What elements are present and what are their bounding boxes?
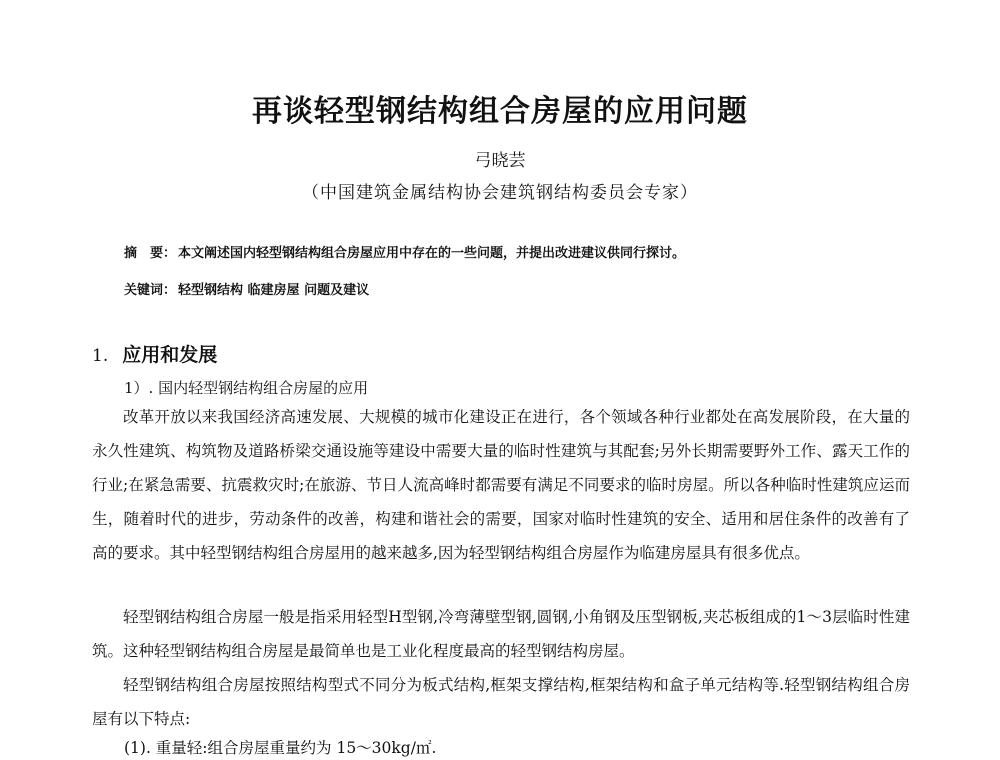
author-name: 弓晓芸 <box>474 151 526 171</box>
keywords <box>124 279 924 298</box>
paragraph-3: 轻型钢结构组合房屋按照结构型式不同分为板式结构,框架支撑结构,框架结构和盒子单元结构等.轻型钢结构组合房屋有以下特点: <box>92 676 910 728</box>
abstract-text: 本文阐述国内轻型钢结构组合房屋应用中存在的一些问题，并提出改进建议供同行探讨。 <box>178 246 686 261</box>
section-number: 1. <box>92 346 109 366</box>
paragraph-2: 轻型钢结构组合房屋一般是指采用轻型H型钢,冷弯薄壁型钢,圆钢,小角钢及压型钢板,夹芯板组成的1～3层临时性建筑。这种轻型钢结构组合房屋是最简单也是工业化程度最高的轻型钢结构房屋。 <box>92 608 910 660</box>
document-title: 再谈轻型钢结构组合房屋的应用问题 <box>252 94 748 129</box>
keywords-label: 关键词： <box>124 283 177 298</box>
section-heading <box>92 340 217 367</box>
section-title: 应用和发展 <box>122 344 218 366</box>
keywords-text: 轻型钢结构 临建房屋 问题及建议 <box>178 283 370 298</box>
abstract <box>124 242 924 261</box>
abstract-label: 摘 要： <box>124 246 177 261</box>
list-item: (1). 重量轻:组合房屋重量约为 15～30kg/㎡. <box>124 739 437 757</box>
paragraph-1: 改革开放以来我国经济高速发展、大规模的城市化建设正在进行，各个领域各种行业都处在高发展阶段，在大量的永久性建筑、构筑物及道路桥梁交通设施等建设中需要大量的临时性建筑与其配套;另外长期需要野外工作、露天工作的行业;在紧急需要、抗震救灾时;在旅游、节日人流高峰时都需要有满足不同要求的临时房屋。所以各种临时性建筑应运而生，随着时代的进步，劳动条件的改善，构建和谐社会的需要，国家对临时性建筑的安全、适用和居住条件的改善有了高的要求。其中轻型钢结构组合房屋用的越来越多,因为轻型钢结构组合房屋作为临建房屋具有很多优点。 <box>92 408 910 562</box>
author-affiliation: （中国建筑金属结构协会建筑钢结构委员会专家） <box>302 183 698 203</box>
subsection-heading: 1）. 国内轻型钢结构组合房屋的应用 <box>124 379 369 397</box>
